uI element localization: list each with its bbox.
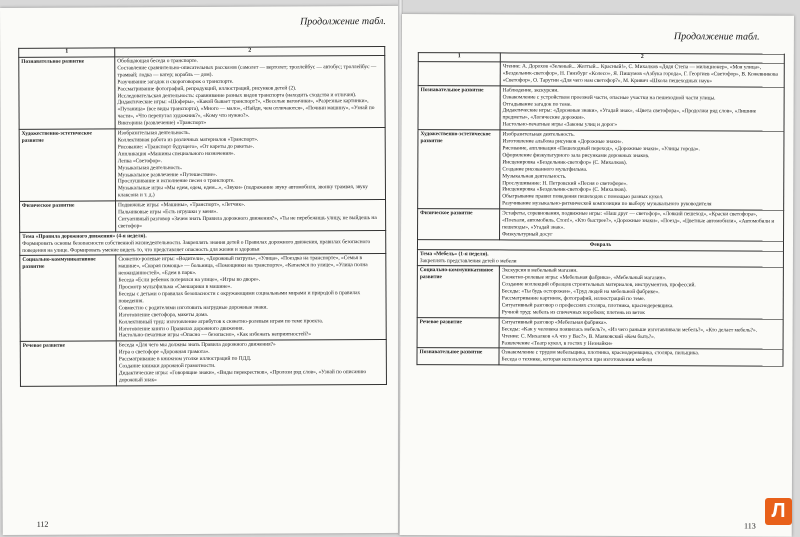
- activity-line: Музыкальная деятельность.: [502, 173, 567, 180]
- activity-line: Ознакомление с трудом мебельщика, плотника, краснодеревщика, столяра, пильщика.: [501, 349, 700, 357]
- activity-line: Чтение: С. Михалков «А что у Вас?», В. Маяковский «Кем быть?».: [501, 333, 656, 340]
- section-label: Речевое развитие: [417, 317, 499, 348]
- activity-line: Игра о светофоре «Дорожная грамота».: [118, 349, 210, 356]
- section-label: Социально-коммуникативное развитие: [417, 266, 499, 318]
- activity-line: Беседы: «Как у человека появилась мебель?», «Из чего раньше изготавливали мебель?», «Кто делает мебель?».: [501, 326, 758, 334]
- activity-line: Рассматривание фотографий, репродукций, иллюстраций, рисунков детей (2).: [117, 85, 297, 93]
- table-row: [418, 130, 784, 211]
- activity-line: Беседа «Для чего мы должны знать Правила дорожного движения?»: [118, 341, 276, 349]
- section-label: Физическое развитие: [20, 201, 116, 232]
- activity-line: Коллективная работа из различных материалов «Транспорт».: [117, 136, 259, 144]
- publisher-logo-badge: Л: [765, 498, 792, 525]
- curriculum-table-right: [416, 52, 784, 367]
- table-row: [417, 317, 783, 349]
- activity-line: Сюжетно-ролевые игры: «Мебельная фабрика», «Мебельный магазин».: [501, 274, 667, 282]
- table-row: [19, 128, 385, 202]
- activities-cell: [500, 209, 784, 241]
- table-row: [418, 209, 784, 241]
- table-row: [20, 230, 386, 256]
- activity-line: Изготовление светофора, макеты дома.: [118, 311, 209, 319]
- activity-line: Беседы: «Ты будь осторожен», «Труд людей на мебельной фабрике».: [501, 288, 660, 296]
- activity-line: Разучивание музыкально-ритмической композиции по выбору музыкального руководителя: [502, 200, 712, 208]
- table-row: [19, 55, 385, 129]
- activity-line: Викторина (развлечение) «Транспорт»: [117, 120, 207, 127]
- col-header-2: 2: [500, 53, 784, 63]
- activity-line: Инсценировка «Бездельник-светофор» (С. Михалков).: [502, 159, 628, 166]
- activity-line: Ситуативный разговор «Зачем знать Правила дорожного движения?», «Ты не перебежишь улицу, не выйдешь на светофор»: [118, 214, 377, 230]
- activity-line: Создание коллекций образцов строительных материалов, инструментов, профессий.: [501, 281, 696, 289]
- activity-line: Подвижные игры: «Машины», «Транспорт», «Летчик».: [118, 201, 246, 209]
- table-row: [417, 266, 783, 319]
- theme-block: [417, 249, 783, 267]
- activity-line: Настольно-печатные игры «Законы улиц и дорог»: [502, 121, 618, 129]
- activity-line: Составление сравнительно-описательных рассказов (самолет — вертолет; троллейбус — автобус; троллейбус — трамвай; лодка — катер; корабль — дом).: [117, 63, 377, 79]
- activities-cell: [500, 86, 784, 132]
- activities-cell: [500, 130, 784, 210]
- activity-line: Ситуативный разговор о профессиях столяра, плотника, краснодеревщика.: [501, 302, 674, 310]
- activities-cell: [500, 62, 784, 87]
- activity-line: Коллективный труд: изготовление атрибутов к сюжетно-ролевым играм по теме проекта.: [118, 317, 324, 326]
- left-book-page: [0, 6, 403, 535]
- activity-line: Дидактические игры: «Дорожные знаки», «Угадай знак», «Цвета светофора», «Продолжи ряд слов», «Лишние предметы», «Логические дорожки».: [502, 107, 757, 122]
- activity-line: Наблюдение, экскурсии.: [502, 87, 559, 94]
- activity-line: Создание рисованного мультфильма.: [502, 166, 588, 173]
- right-book-page: [400, 14, 794, 537]
- activity-line: Совместно с родителями изготовить нагрудные дорожные знаки.: [118, 304, 268, 312]
- table-row: [417, 348, 783, 366]
- continued-title-right: Продолжение табл.: [673, 31, 760, 43]
- table-row: [20, 340, 386, 386]
- col-header-2: 2: [115, 46, 385, 56]
- activity-line: Изготовление альбома рисунков «Дорожные знаки».: [502, 138, 623, 146]
- activity-line: Дидактические игры: «Шоферы», «Какой бывает транспорт?», «Веселые вагончики», «Разрезные картинки», «Путаница» (все виды транспорта), «Много — мало», «Найди, чем отличаются», «Почини машину», «Узнай по части», «Что перепутал художник?», «Кому что нужно?».: [117, 98, 375, 120]
- section-label: Художественно-эстетическое развитие: [418, 130, 500, 209]
- activity-line: Беседа «Если ребенок потерялся на улице», «Игры во дворе».: [118, 276, 261, 284]
- activities-cell: [115, 128, 385, 201]
- section-label: Социально-коммуникативное развитие: [20, 255, 116, 341]
- activity-line: Развлечение «Театр кукол, в гостях у Незнайки»: [501, 339, 613, 347]
- table-row: [20, 254, 386, 342]
- activities-cell: [499, 348, 783, 366]
- activity-line: Создание книжки дорожной грамотности.: [118, 362, 216, 370]
- activity-line: Обыгрывание правил поведения пешеходов с помощью разных кукол.: [502, 193, 664, 201]
- activity-line: Разучивание загадок и скороговорок о транспорте.: [117, 78, 234, 86]
- activity-line: Дидактические игры: «Говорящие знаки», «Виды перекрестков», «Пролози ряд слов», «Узнай по описанию дорожный знак»: [118, 369, 367, 384]
- activity-line: Физкультурный досуг: [502, 231, 553, 238]
- activity-line: Изготовление книги о Правилах дорожного движения.: [118, 325, 244, 332]
- activity-line: Лепка «Светофор».: [117, 157, 163, 165]
- activity-line: Настольно-печатные игры «Опасно — безопасно», «Как избежать неприятностей?»: [118, 331, 312, 339]
- table-row: [418, 85, 784, 131]
- section-label: Художественно-эстетическое развитие: [19, 129, 115, 202]
- activity-line: Музыкальная деятельность.: [117, 164, 182, 171]
- activity-line: Ознакомление с устройством проезжей части, опасные участки на пешеходной части улицы.: [502, 94, 716, 101]
- activity-line: Экскурсия в мебельный магазин.: [501, 267, 578, 275]
- activity-line: Ситуативный разговор «Мебельная фабрика».: [501, 319, 608, 326]
- activity-line: Инсценировка «Бездельник-светофор» (С. Михалков).: [502, 186, 627, 194]
- activity-line: Эстафеты, соревнования, подвижные игры: «Наш друг — светофор», «Ловкий пешеход», «Краски светофора», «Поехали, автомобиль. Стоп!», «Кто быстрее?», «Дорожные знаки», «Поезд», «Цветные автомобили», «Автомобили и пешеходы», «Угадай знак».: [502, 210, 775, 231]
- theme-line: Закреплять представления детей о мебели: [419, 257, 517, 265]
- table-row: [418, 62, 784, 87]
- activity-line: Обобщающая беседа о транспорте.: [117, 57, 198, 65]
- section-label: Познавательное развитие: [418, 85, 500, 130]
- activity-line: Просмотр мультфильма «Смешарики в машине».: [118, 283, 232, 291]
- section-label: Речевое развитие: [20, 341, 116, 386]
- theme-line: Тема «Правила дорожного движения» (4-я неделя).: [22, 232, 147, 240]
- theme-line: Тема «Мебель» (1-я неделя).: [419, 250, 489, 258]
- activity-line: Чтение: А. Дорохов «Зеленый... Желтый... Красный!», С. Михалков «Дядя Степа — милиционер», «Моя улица», «Бездельник-светофор», Н. Гинзбург «Колесо», Я. Пишумов «Азбука города», Г. Георгиев «Светофор», В. Кожевникова «Светофор», О. Тарутин «Для чего нам светофор?», М. Кривич «Школа пешеходных наук»: [502, 63, 778, 85]
- activity-line: Рисование: «Транспорт будущего», «От кареты до ракеты».: [117, 143, 255, 151]
- activity-line: Аппликация «Машины специального назначения».: [117, 150, 235, 158]
- page-number-left: 112: [36, 519, 49, 529]
- activity-line: Музыкальные игры «Мы едем, едем, едем...», «Звуки» (подражание звуку автомобиля, звонку трамвая, звуку клаксона и т. д.): [117, 184, 369, 199]
- activity-line: Сюжетно-ролевые игры: «Водители», «Дорожный патруль», «Улица», «Поездка на транспорте», «Семья в машине», «Скорая помощь» — больница, «Помощники на транспорте», «Катаемся по улице», «Улица полна неожиданностей», «Едем в парк».: [118, 255, 368, 277]
- section-label: Физическое развитие: [418, 209, 500, 240]
- activity-line: Музыкальное развлечение «Путешествие».: [117, 171, 218, 178]
- table-row: [417, 249, 783, 267]
- activity-line: Оформление физкультурного зала рисунками дорожных знаков.: [502, 152, 650, 159]
- theme-line: Формировать основы безопасности собственной жизнедеятельности. Закреплять знания детей о Правилах дорожного движения, правилах безопасного поведения на улице. Формировать умение видеть то, что представляет опасность для жизни и здоровья: [22, 238, 371, 254]
- col-header-1: 1: [418, 53, 500, 62]
- theme-block: [20, 230, 386, 256]
- theme-line: Февраль: [589, 241, 612, 248]
- activities-cell: [499, 266, 783, 319]
- continued-title-left: Продолжение табл.: [300, 15, 386, 28]
- table-row: [20, 200, 386, 233]
- activities-cell: [116, 200, 386, 232]
- activity-line: Отгадывание загадок по теме.: [502, 100, 572, 108]
- activity-line: Беседа о технике, которая используется при изготовлении мебели: [501, 356, 653, 364]
- section-label: [418, 62, 500, 86]
- col-header-1: 1: [19, 48, 115, 58]
- activity-line: Прослушивание: Н. Петровский «Песня о светофоре».: [502, 179, 628, 187]
- section-label: Познавательное развитие: [19, 57, 115, 130]
- curriculum-table-left: [18, 46, 387, 387]
- activity-line: Пальчиковые игры «Есть игрушки у меня».: [118, 208, 218, 216]
- activity-line: Исследовательская деятельность: сравнивание разных видов транспорта (находить сходства и отличия).: [117, 91, 357, 99]
- activity-line: Рисование, аппликация «Пешеходный переход», «Дорожные знаки», «Улицы города».: [502, 145, 700, 153]
- activities-cell: [499, 318, 783, 350]
- activities-cell: [115, 55, 385, 128]
- activities-cell: [116, 254, 386, 341]
- activity-line: Рассматривание в книжном уголке иллюстраций по ПДД.: [118, 355, 252, 363]
- activity-line: Изобразительная деятельность.: [117, 130, 191, 137]
- activity-line: Ручной труд: мебель из спичечных коробков; плетень из веток: [501, 309, 645, 316]
- activity-line: Беседы с детьми о правилах безопасности с окружающими социальными мирами и природой в правилах поведения.: [118, 290, 361, 305]
- section-label: Познавательное развитие: [417, 348, 499, 365]
- activity-line: Прослушивание и исполнение песен о транспорте.: [117, 178, 235, 185]
- page-number-right: 113: [744, 521, 756, 531]
- activity-line: Рассматривание картинок, фотографий, иллюстраций по теме.: [501, 295, 646, 303]
- activity-line: Изобразительная деятельность.: [502, 131, 575, 138]
- activities-cell: [116, 340, 386, 386]
